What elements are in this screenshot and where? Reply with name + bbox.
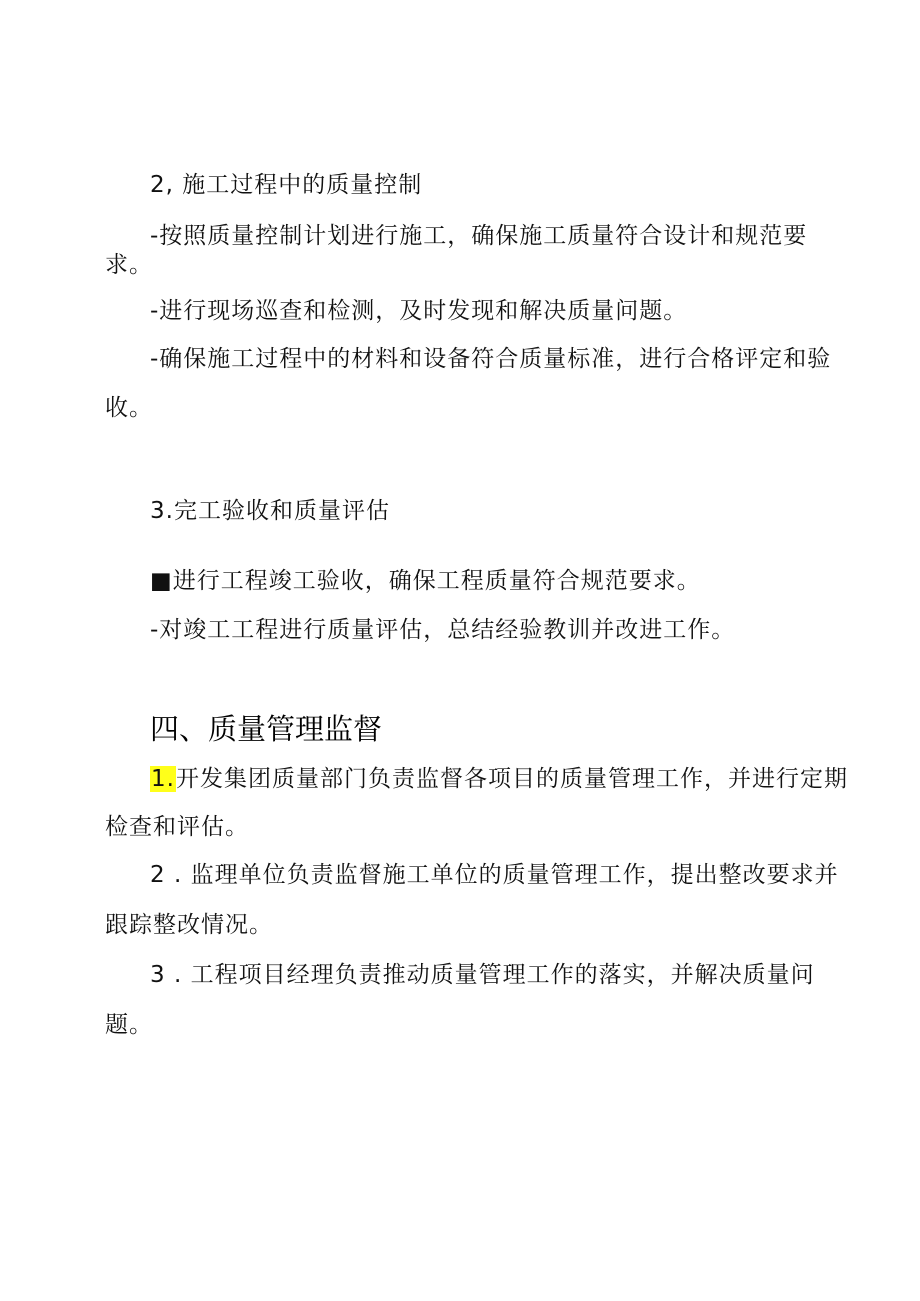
section-2-item-1-line-2: 求。 — [105, 252, 153, 278]
highlighted-number-marker: 1. — [151, 766, 175, 792]
section-3-item-2: -对竣工工程进行质量评估，总结经验教训并改进工作。 — [150, 617, 736, 643]
section-2-item-1-line-1: -按照质量控制计划进行施工，确保施工质量符合设计和规范要 — [150, 223, 808, 249]
paragraph-1-text: 开发集团质量部门负责监督各项目的质量管理工作，并进行定期 — [175, 766, 848, 792]
section-3-title: 3.完工验收和质量评估 — [150, 498, 390, 524]
section-2-item-3-line-2: 收。 — [105, 395, 153, 421]
chapter-4-paragraph-2-line-1: 2 . 监理单位负责监督施工单位的质量管理工作，提出整改要求并 — [150, 862, 839, 888]
section-2-item-2: -进行现场巡查和检测，及时发现和解决质量问题。 — [150, 298, 688, 324]
chapter-4-paragraph-1-line-1 — [150, 764, 848, 794]
chapter-4-paragraph-2-line-2: 跟踪整改情况。 — [105, 912, 273, 938]
chapter-4-paragraph-3-line-1: 3 . 工程项目经理负责推动质量管理工作的落实，并解决质量问 — [150, 962, 815, 988]
chapter-4-paragraph-3-line-2: 题。 — [105, 1012, 153, 1038]
section-3-item-1: ■进行工程竣工验收，确保工程质量符合规范要求。 — [150, 568, 701, 594]
chapter-4-heading: 四、质量管理监督 — [150, 712, 383, 746]
section-2-item-3-line-1: -确保施工过程中的材料和设备符合质量标准，进行合格评定和验 — [150, 346, 832, 372]
chapter-4-paragraph-1-line-2: 检查和评估。 — [105, 814, 249, 840]
section-2-title: 2, 施工过程中的质量控制 — [150, 172, 423, 198]
